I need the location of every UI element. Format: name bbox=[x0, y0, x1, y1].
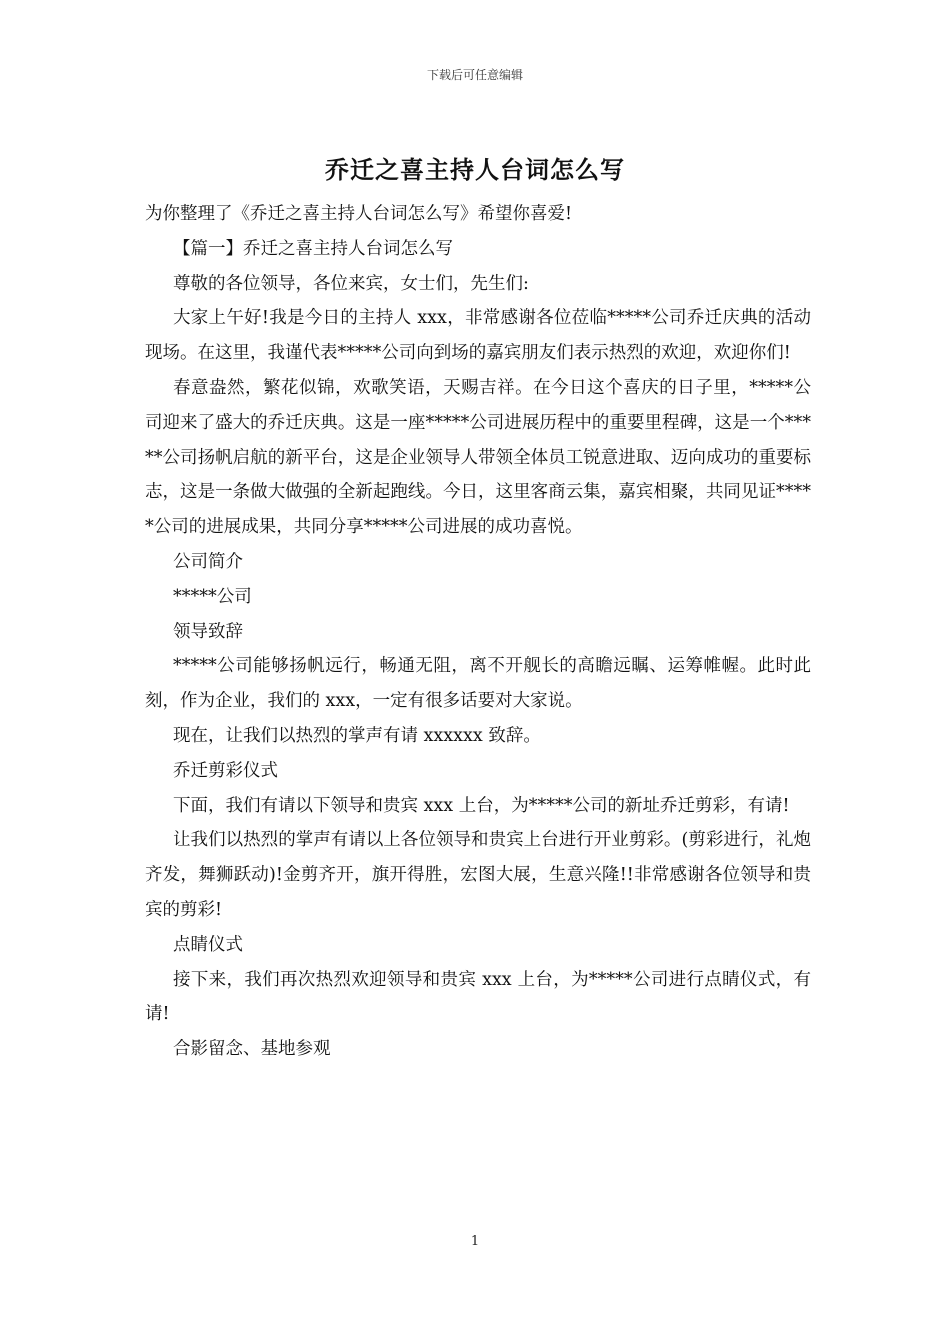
opening-paragraph: 春意盎然，繁花似锦，欢歌笑语，天赐吉祥。在今日这个喜庆的日子里，*****公司迎来了盛大的乔迁庆典。这是一座*****公司进展历程中的重要里程碑，这是一个*****公司扬帆启航的新平台，这是企业领导人带领全体员工锐意进取、迈向成功的重要标志，这是一条做大做强的全新起跑线。今日，这里客商云集，嘉宾相聚，共同见证*****公司的进展成果，共同分享*****公司进展的成功喜悦。 bbox=[145, 377, 811, 538]
page-number: 1 bbox=[470, 1234, 480, 1249]
document-body bbox=[145, 197, 811, 1067]
dotting-invitation-paragraph: 接下来，我们再次热烈欢迎领导和贵宾 xxx 上台，为*****公司进行点睛仪式，有请! bbox=[145, 969, 811, 1025]
section-heading: 【篇一】乔迁之喜主持人台词怎么写 bbox=[173, 238, 453, 259]
ribbon-ceremony-paragraph: 让我们以热烈的掌声有请以上各位领导和贵宾上台进行开业剪彩。(剪彩进行，礼炮齐发，舞狮跃动)!金剪齐开，旗开得胜，宏图大展，生意兴隆!!非常感谢各位领导和贵宾的剪彩! bbox=[145, 830, 811, 920]
greeting-paragraph: 大家上午好!我是今日的主持人 xxx，非常感谢各位莅临*****公司乔迁庆典的活动现场。在这里，我谨代表*****公司向到场的嘉宾朋友们表示热烈的欢迎，欢迎你们! bbox=[145, 308, 811, 364]
speech-invitation-paragraph: 现在，让我们以热烈的掌声有请 xxxxxx 致辞。 bbox=[173, 725, 541, 746]
company-name-line: *****公司 bbox=[173, 586, 252, 607]
subheading-company-intro: 公司简介 bbox=[173, 551, 243, 572]
ribbon-invitation-paragraph: 下面，我们有请以下领导和贵宾 xxx 上台，为*****公司的新址乔迁剪彩，有请! bbox=[173, 795, 790, 816]
intro-paragraph: 为你整理了《乔迁之喜主持人台词怎么写》希望你喜爱! bbox=[145, 204, 573, 224]
subheading-dotting-ceremony: 点睛仪式 bbox=[173, 934, 243, 955]
subheading-leader-speech: 领导致辞 bbox=[173, 621, 243, 642]
subheading-ribbon-cutting: 乔迁剪彩仪式 bbox=[173, 760, 278, 781]
document-title: 乔迁之喜主持人台词怎么写 bbox=[325, 155, 625, 184]
leader-speech-paragraph: *****公司能够扬帆远行，畅通无阻，离不开舰长的高瞻远瞩、运筹帷幄。此时此刻，作为企业，我们的 xxx，一定有很多话要对大家说。 bbox=[145, 656, 811, 712]
salutation-paragraph: 尊敬的各位领导，各位来宾，女士们，先生们: bbox=[173, 273, 529, 294]
header-note: 下载后可任意编辑 bbox=[426, 68, 523, 82]
subheading-photo-visit: 合影留念、基地参观 bbox=[173, 1039, 331, 1060]
